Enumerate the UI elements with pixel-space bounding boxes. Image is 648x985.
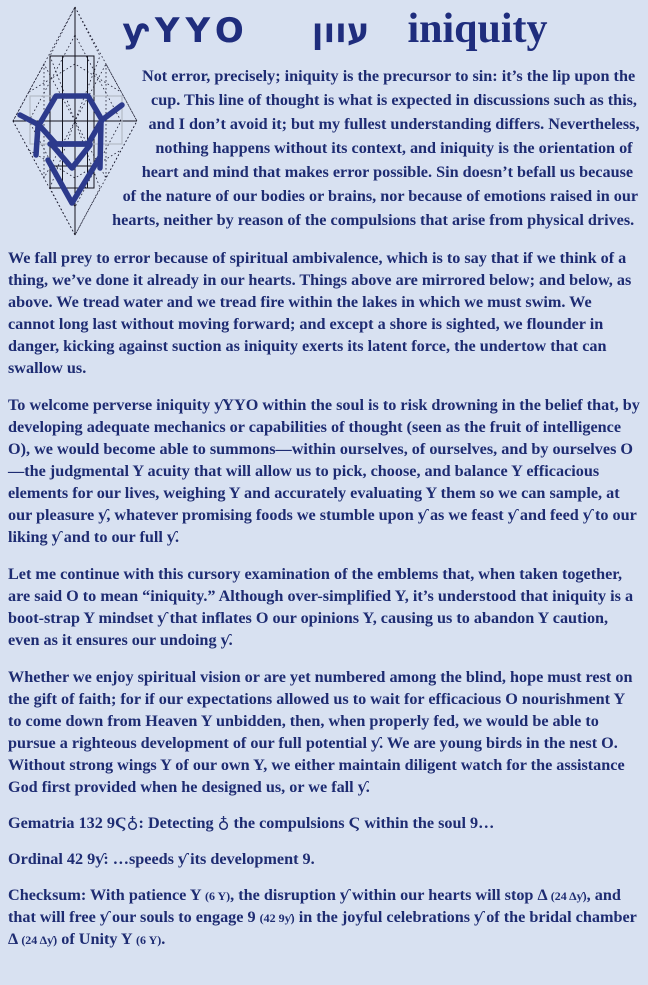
lede-paragraph: Not error, precisely; iniquity is the precursor to sin: it’s the lip upon the cup. This line of thought is what is expected in discussions such as this, and I don’t avoid it; but my fullest understanding differs. Nevertheless, nothing happens without its context, and iniquity is the orientation of heart and mind that makes error possible. Sin doesn’t befall us because of the nature of our bodies or brains, nor because of emotions raised in our hearts, neither by reason of the compulsions that arise from physical drives. <box>112 67 640 229</box>
title-paleo-word: ƴYYO <box>122 11 250 51</box>
checksum-parenthetical: (24 Δƴ) <box>550 889 587 903</box>
checksum-text: . <box>161 930 166 948</box>
checksum-text: Checksum: With patience Y <box>8 886 205 904</box>
paragraph-emblems: Let me continue with this cursory examination of the emblems that, when taken together, are said O to mean “iniquity.” Although over-simplified Y, it’s understood that iniquity is a boot-strap Y mindset ƴ that inflates O our opinions Y, causing us to abandon Y caution, even as it ensures our undoing ƴ. <box>8 565 634 649</box>
checksum-text: , the disruption ƴ within our hearts will stop Δ <box>230 886 551 904</box>
page-title: iniquity <box>407 6 548 52</box>
checksum-text: in the joyful celebrations ƴ of the bridal chamber Δ <box>8 908 637 948</box>
title-hebrew-word: עוון <box>311 11 370 51</box>
paragraph-ambivalence: We fall prey to error because of spiritual ambivalence, which is to say that if we think of a thing, we’ve done it already in our hearts. Things above are mirrored below; and below, as above. We tread water and we tread fire within the lakes in which we must swim. We cannot long last without moving forward; and except a shore is sighted, we flounder in danger, kicking against suction as iniquity exerts its latent force, the undertow that can swallow us. <box>8 249 632 377</box>
checksum-parenthetical: (24 Δƴ) <box>21 933 58 947</box>
checksum-parenthetical: (6 Y) <box>204 889 231 903</box>
ordinal-line: Ordinal 42 9ƴ: …speeds ƴ its development 9. <box>8 850 315 868</box>
checksum-text: of Unity Y <box>57 930 137 948</box>
checksum-parenthetical: (42 9ƴ) <box>259 911 295 925</box>
gematria-line: Gematria 132 9Ϛ♁: Detecting ♁ the compulsions Ϛ within the soul 9… <box>8 814 495 832</box>
paragraph-spiritual-vision: Whether we enjoy spiritual vision or are yet numbered among the blind, hope must rest on the gift of faith; for if our expectations allowed us to wait for efficacious O nourishment Y to come down from Heaven Y unbidden, then, when properly fed, we would be able to pursue a righteous development of our full potential ƴ. We are young birds in the nest O. Without strong wings Y of our own Y, we either maintain diligent watch for the assistance God first provided when he designed us, or we fall ƴ. <box>8 668 633 796</box>
paragraph-welcome-iniquity: To welcome perverse iniquity ƴYYO within the soul is to risk drowning in the belief that, by developing adequate mechanics or capabilities of thought (seen as the fruit of intelligence O), we would become able to summons—within ourselves, of ourselves, and by ourselves O—the judgmental Y acuity that will allow us to pick, choose, and balance Y efficacious elements for our lives, weighing Y and accurately evaluating Y them so we can sample, at our pleasure ƴ, whatever promising foods we stumble upon ƴ as we feast ƴ and feed ƴ to our liking ƴ and to our full ƴ. <box>8 396 640 546</box>
checksum-text: , and that will free ƴ our souls to engage 9 <box>8 886 621 926</box>
checksum-parenthetical: (6 Y) <box>136 933 162 947</box>
checksum-line <box>6 885 642 951</box>
